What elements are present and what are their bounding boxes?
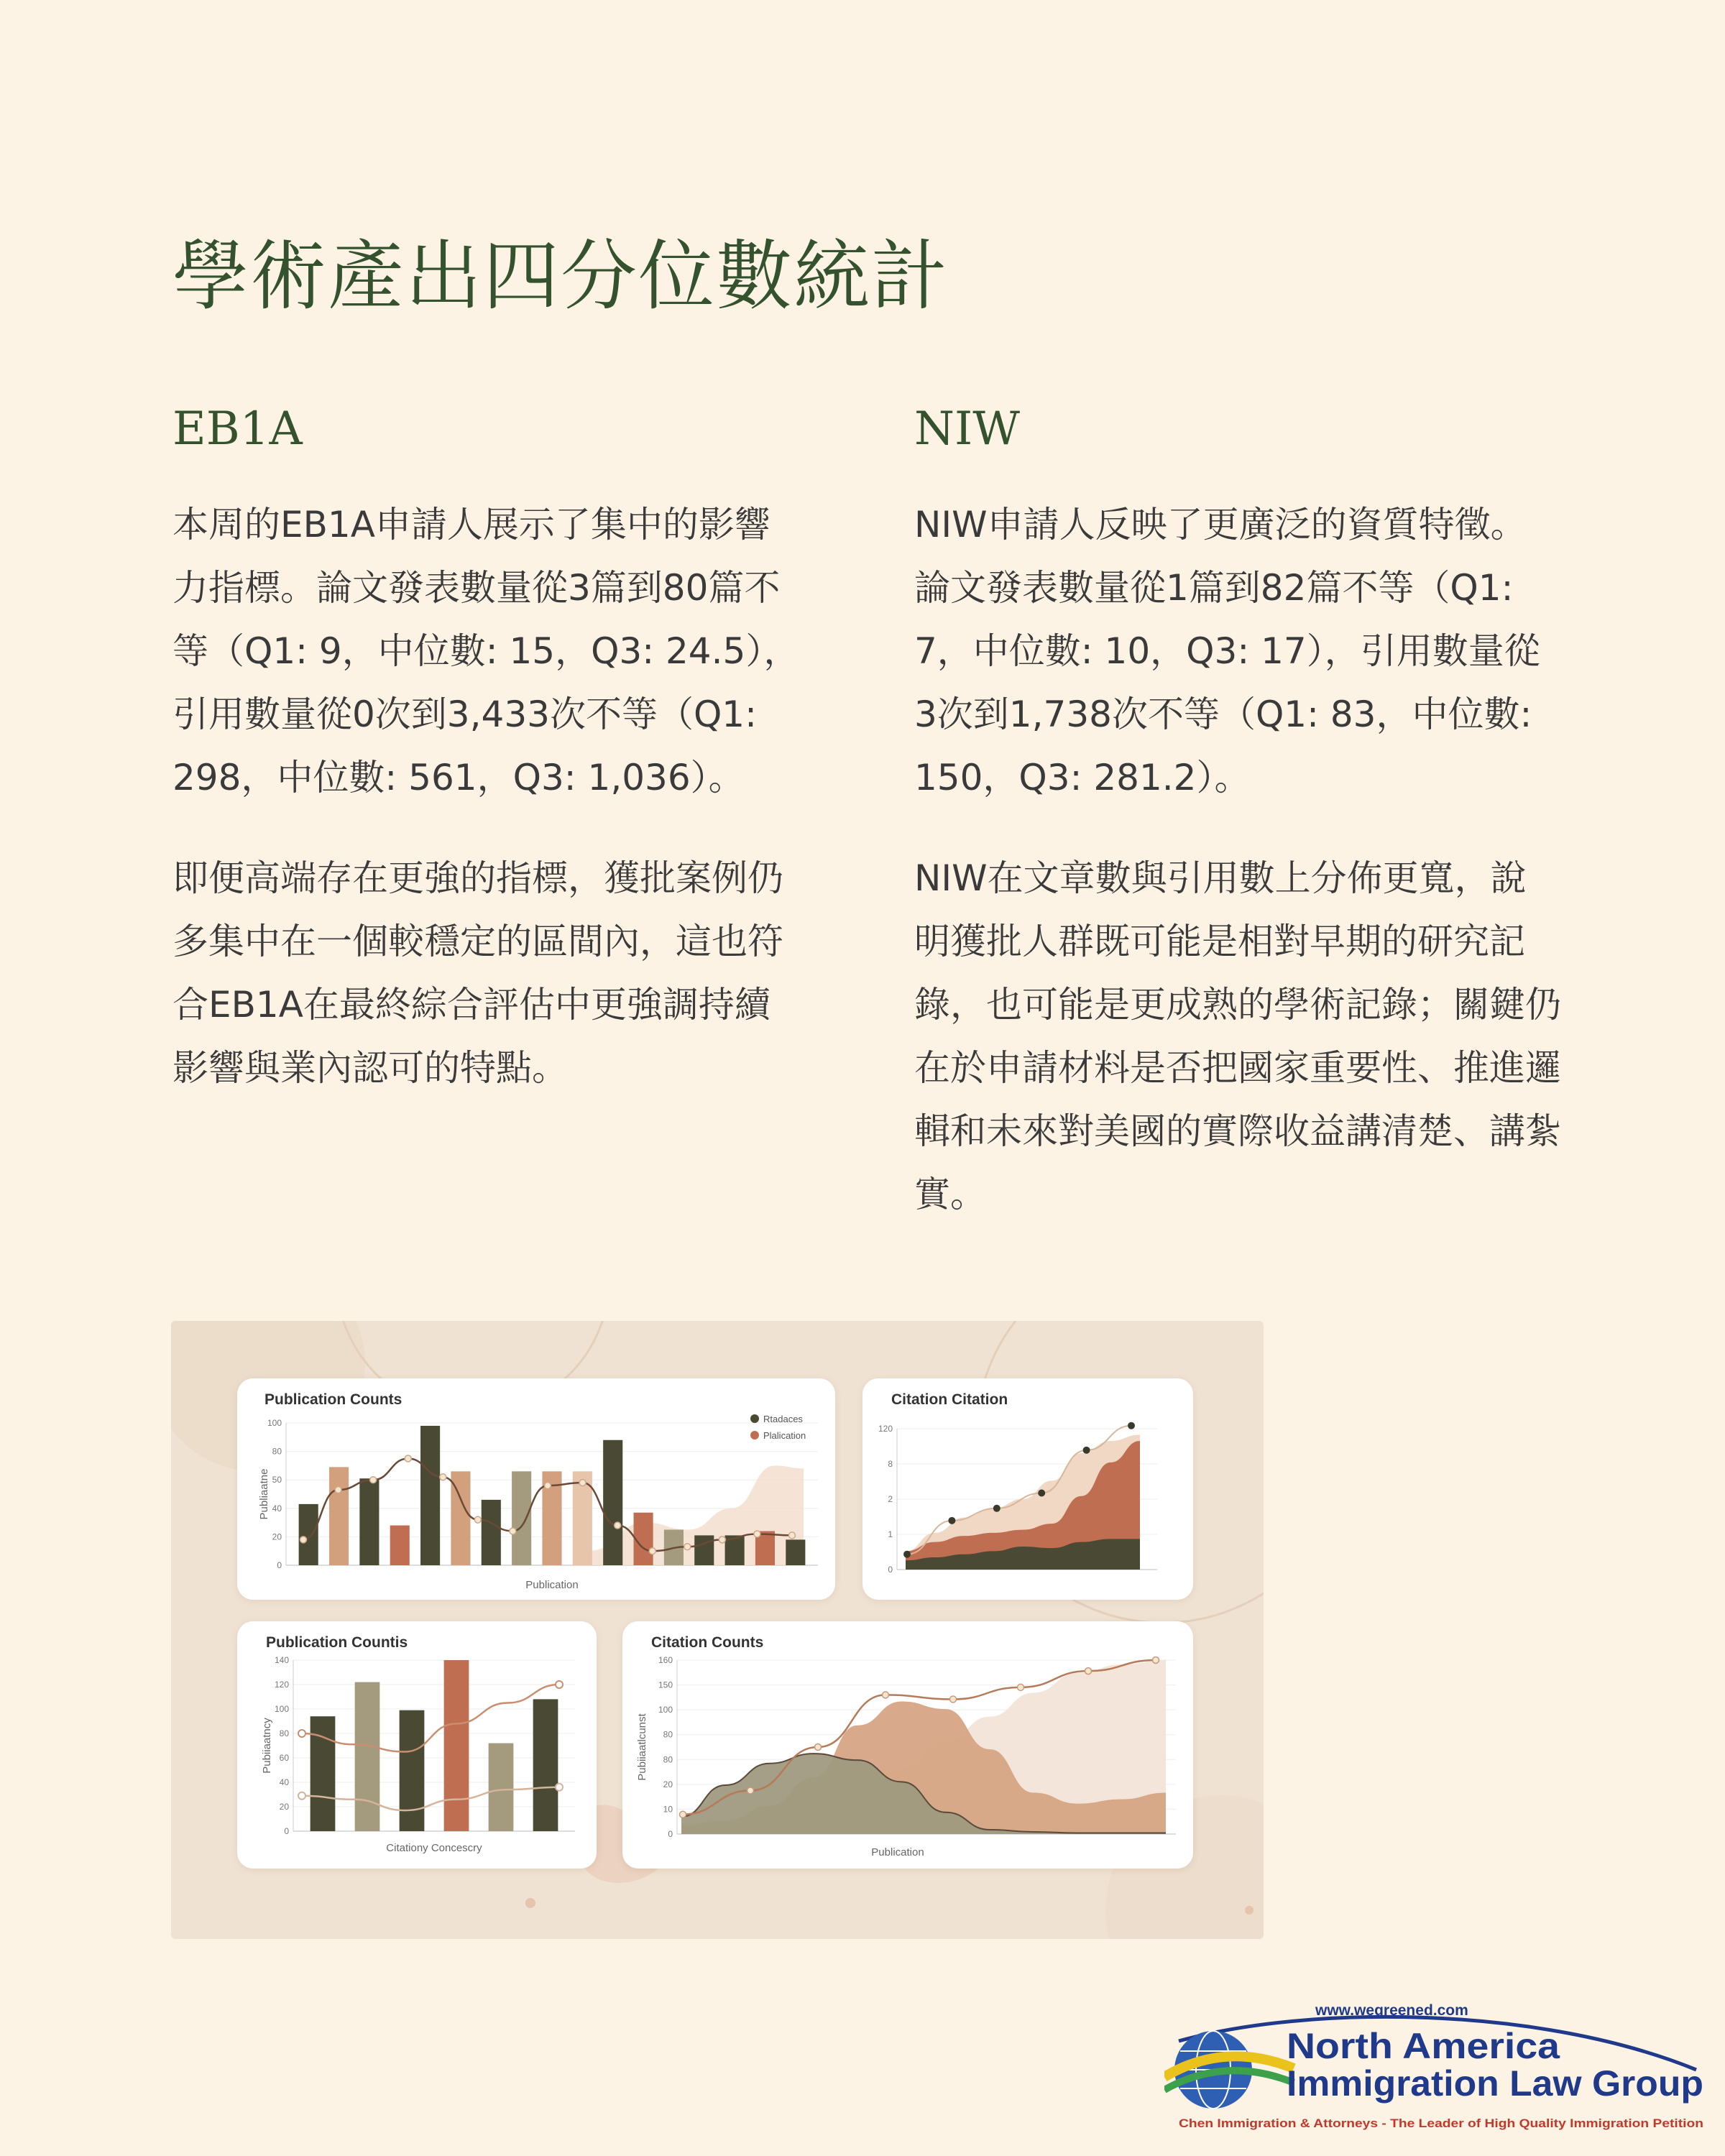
line-point <box>754 1531 760 1537</box>
data-point <box>1038 1489 1045 1496</box>
bar <box>400 1710 425 1831</box>
bar <box>512 1471 531 1565</box>
y-axis-label: Pubiiaatlcunst <box>636 1713 648 1781</box>
logo-url: www.wegreened.com <box>1315 2002 1468 2019</box>
line-point <box>789 1532 796 1539</box>
line-point <box>649 1548 656 1554</box>
y-tick-label: 100 <box>658 1705 673 1715</box>
publication-countis-card <box>237 1621 597 1869</box>
line-point <box>579 1480 586 1486</box>
line-point <box>298 1730 305 1737</box>
line-point <box>950 1696 957 1703</box>
bar <box>533 1699 558 1831</box>
line-point <box>615 1522 621 1529</box>
y-tick-label: 150 <box>658 1680 673 1690</box>
y-tick-label: 0 <box>284 1826 289 1836</box>
niw-heading: NIW <box>914 402 1021 456</box>
data-point <box>948 1517 955 1524</box>
y-tick-label: 20 <box>272 1531 282 1542</box>
bar <box>359 1478 379 1565</box>
chart-title: Publication Countis <box>266 1634 408 1651</box>
citation-counts-chart <box>622 1621 1193 1869</box>
y-tick-label: 0 <box>668 1829 673 1839</box>
y-tick-label: 100 <box>274 1704 289 1714</box>
chart-title: Publication Counts <box>264 1391 402 1408</box>
logo-name-line2: Immigration Law Group <box>1287 2063 1703 2104</box>
line-point <box>545 1483 551 1489</box>
y-tick-label: 40 <box>279 1777 289 1787</box>
y-tick-label: 140 <box>274 1655 289 1665</box>
chart-title: Citation Counts <box>651 1634 764 1651</box>
niw-section <box>914 402 1561 1263</box>
chart-title: Citation Citation <box>891 1391 1008 1408</box>
bar <box>420 1426 440 1565</box>
data-point <box>1083 1447 1090 1454</box>
line-point <box>335 1487 341 1493</box>
y-tick-label: 80 <box>272 1446 282 1457</box>
logo-name-line1: North America <box>1287 2026 1561 2066</box>
y-tick-label: 120 <box>878 1424 893 1434</box>
publication-counts-card <box>237 1378 835 1600</box>
line-point <box>719 1537 725 1543</box>
globe-icon <box>1164 2031 1294 2109</box>
y-tick-label: 20 <box>279 1802 289 1812</box>
niw-paragraph-2: NIW在文章數與引用數上分佈更寬，說明獲批人群既可能是相對早期的研究記錄，也可能是更成熟的學術記錄；關鍵仍在於申請材料是否把國家重要性、推進邏輯和未來對美國的實際收益講清楚、講紮實。 <box>914 857 1561 1215</box>
y-axis-label: Publiaatne <box>258 1468 270 1520</box>
citation-counts-card <box>622 1621 1193 1869</box>
line-point <box>684 1544 691 1550</box>
bar <box>444 1660 469 1831</box>
line-point <box>370 1477 377 1483</box>
data-point <box>1128 1422 1135 1429</box>
y-tick-label: 50 <box>272 1475 282 1485</box>
y-tick-label: 10 <box>663 1804 673 1815</box>
y-tick-label: 8 <box>888 1459 893 1469</box>
y-tick-label: 80 <box>279 1728 289 1738</box>
charts-illustration <box>171 1321 1264 1939</box>
y-tick-label: 100 <box>267 1418 282 1428</box>
eb1a-paragraph-2: 即便高端存在更強的指標，獲批案例仍多集中在一個較穩定的區間內，這也符合EB1A在最終綜合評估中更強調持續影響與業內認可的特點。 <box>172 857 783 1089</box>
x-axis-label: Citationy Concescry <box>386 1842 482 1854</box>
y-tick-label: 0 <box>277 1560 282 1570</box>
company-logo <box>1164 1991 1711 2142</box>
y-axis-label: Pubiiaatncy <box>261 1718 273 1774</box>
x-axis-label: Publication <box>871 1846 924 1858</box>
line-point <box>556 1784 563 1791</box>
bar <box>299 1504 318 1565</box>
legend-label: Rtadaces <box>763 1414 803 1424</box>
citation-citation-chart <box>862 1378 1193 1600</box>
y-tick-label: 60 <box>279 1753 289 1763</box>
eb1a-paragraph-1: 本周的EB1A申請人展示了集中的影響力指標。論文發表數量從3篇到80篇不等（Q1: 9，中位數: 15，Q3: 24.5），引用數量從0次到3,433次不等（Q1: 298，中位數: 561，Q3: 1,036）。 <box>172 504 800 798</box>
line-point <box>680 1811 686 1818</box>
line-point <box>405 1455 411 1462</box>
y-tick-label: 1 <box>888 1529 893 1539</box>
eb1a-section <box>172 402 805 1137</box>
legend-label: Plalication <box>763 1430 806 1441</box>
bar <box>786 1539 805 1565</box>
line-point <box>1153 1657 1159 1664</box>
y-tick-label: 40 <box>272 1503 282 1514</box>
page-title: 學術產出四分位數統計 <box>172 232 949 321</box>
x-axis-label: Publication <box>525 1579 579 1591</box>
line-point <box>556 1681 563 1688</box>
bar <box>482 1500 501 1565</box>
publication-countis-chart <box>237 1621 597 1869</box>
line-point <box>474 1516 481 1523</box>
line-point <box>883 1692 889 1698</box>
line-point <box>748 1787 754 1794</box>
line-point <box>510 1528 516 1534</box>
bar <box>694 1535 714 1565</box>
y-tick-label: 2 <box>888 1494 893 1504</box>
bar <box>329 1467 349 1565</box>
y-tick-label: 160 <box>658 1655 673 1665</box>
logo-tagline: Chen Immigration & Attorneys - The Leader of High Quality Immigration Petition <box>1179 2116 1703 2130</box>
bar <box>355 1682 380 1831</box>
line-point <box>298 1792 305 1800</box>
y-tick-label: 80 <box>663 1754 673 1765</box>
data-point <box>993 1505 1000 1512</box>
y-tick-label: 80 <box>663 1729 673 1740</box>
bar <box>603 1440 622 1565</box>
citation-citation-card <box>862 1378 1193 1600</box>
bar <box>390 1526 410 1565</box>
bar <box>489 1743 514 1831</box>
line-point <box>1018 1684 1024 1690</box>
eb1a-heading: EB1A <box>172 402 303 456</box>
trend-line <box>302 1685 559 1752</box>
line-point <box>1085 1668 1092 1674</box>
niw-paragraph-1: NIW申請人反映了更廣泛的資質特徵。論文發表數量從1篇到82篇不等（Q1: 7，中位數: 10，Q3: 17），引用數量從3次到1,738次不等（Q1: 83，中位數: 150，Q3: 281.2）。 <box>914 504 1540 798</box>
data-point <box>903 1551 911 1558</box>
line-point <box>440 1474 446 1480</box>
y-tick-label: 0 <box>888 1565 893 1575</box>
y-tick-label: 120 <box>274 1680 289 1690</box>
y-tick-label: 20 <box>663 1779 673 1789</box>
legend-swatch <box>750 1431 759 1439</box>
line-point <box>300 1537 307 1543</box>
line-point <box>815 1744 822 1751</box>
publication-counts-chart <box>237 1378 835 1600</box>
logo-graphic <box>1164 1991 1711 2142</box>
legend-swatch <box>750 1414 759 1423</box>
